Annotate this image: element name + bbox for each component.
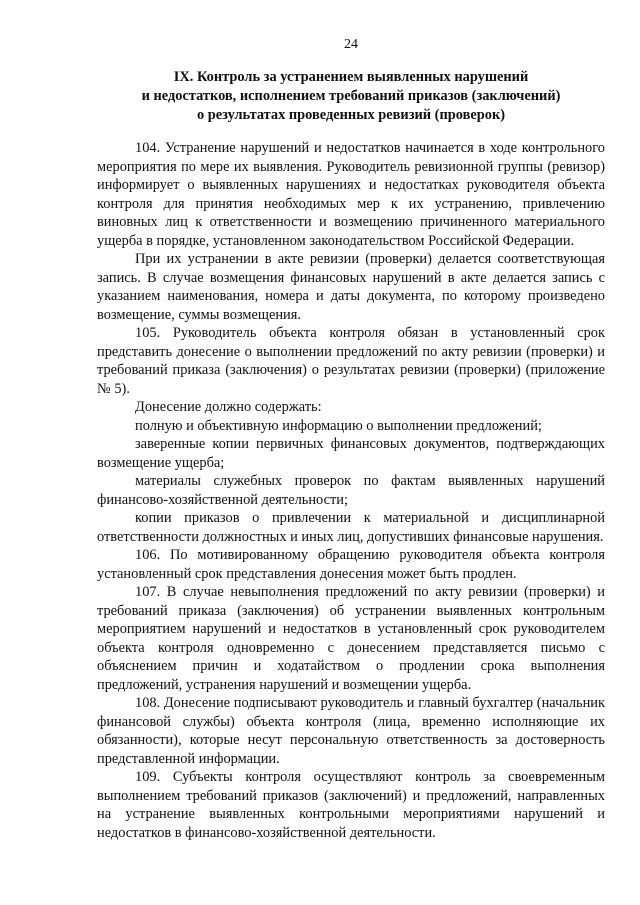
- paragraph-109: 109. Субъекты контроля осуществляют контроль за своевременным выполнением требований приказов (заключений) и предложений, направленных на устранение выявленных контрольными мероприятиями нарушений и недостатков в финансово-хозяйственной деятельности.: [97, 769, 605, 841]
- list-item-materials: материалы служебных проверок по фактам выявленных нарушений финансово-хозяйственной деятельности;: [97, 473, 605, 508]
- paragraph-107: 107. В случае невыполнения предложений по акту ревизии (проверки) и требований приказа (заключения) об устранении выявленных контрольным мероприятием нарушений и недостатков в установленный срок руководителем объекта контроля одновременно с донесением представляется письмо с объяснением причин и ходатайством о продлении срока выполнения предложений, устранения нарушений и возмещении ущерба.: [97, 584, 605, 693]
- list-item-orders: копии приказов о привлечении к материальной и дисциплинарной ответственности должностных и иных лиц, допустивших финансовые нарушения.: [97, 510, 605, 545]
- section-heading-line: IX. Контроль за устранением выявленных нарушений: [173, 69, 529, 85]
- page-number: 24: [344, 37, 358, 52]
- list-item-copies: заверенные копии первичных финансовых документов, подтверждающих возмещение ущерба;: [97, 436, 605, 471]
- paragraph-report-contents: Донесение должно содержать:: [135, 399, 322, 415]
- section-heading: [97, 68, 605, 125]
- paragraph-105: 105. Руководитель объекта контроля обязан в установленный срок представить донесение о выполнении предложений по акту ревизии (проверки) и требований приказа (заключения) о результатах ревизии (проверки) (приложение № 5).: [97, 325, 605, 397]
- document-body: [97, 139, 605, 842]
- paragraph-104: 104. Устранение нарушений и недостатков начинается в ходе контрольного мероприятия по мере их выявления. Руководитель ревизионной группы (ревизор) информирует о выявленных нарушениях и недостатках руководителя объекта контроля для принятия необходимых мер к их устранению, привлечению виновных лиц к ответственности и возмещению причиненного материального ущерба в порядке, установленном законодательством Российской Федерации.: [97, 140, 605, 249]
- paragraph-108: 108. Донесение подписывают руководитель и главный бухгалтер (начальник финансовой службы) объекта контроля (лица, временно исполняющие их обязанности), которые несут персональную ответственность за достоверность представленной информации.: [97, 695, 605, 767]
- section-heading-line: и недостатков, исполнением требований приказов (заключений): [141, 88, 561, 104]
- paragraph-104-record: При их устранении в акте ревизии (проверки) делается соответствующая запись. В случае возмещения финансовых нарушений в акте делается запись с указанием наименования, номера и даты документа, по которому произведено возмещение, суммы возмещения.: [97, 251, 605, 323]
- paragraph-106: 106. По мотивированному обращению руководителя объекта контроля установленный срок представления донесения может быть продлен.: [97, 547, 605, 582]
- list-item-info: полную и объективную информацию о выполнении предложений;: [135, 417, 542, 434]
- section-heading-line: о результатах проведенных ревизий (проверок): [196, 107, 506, 123]
